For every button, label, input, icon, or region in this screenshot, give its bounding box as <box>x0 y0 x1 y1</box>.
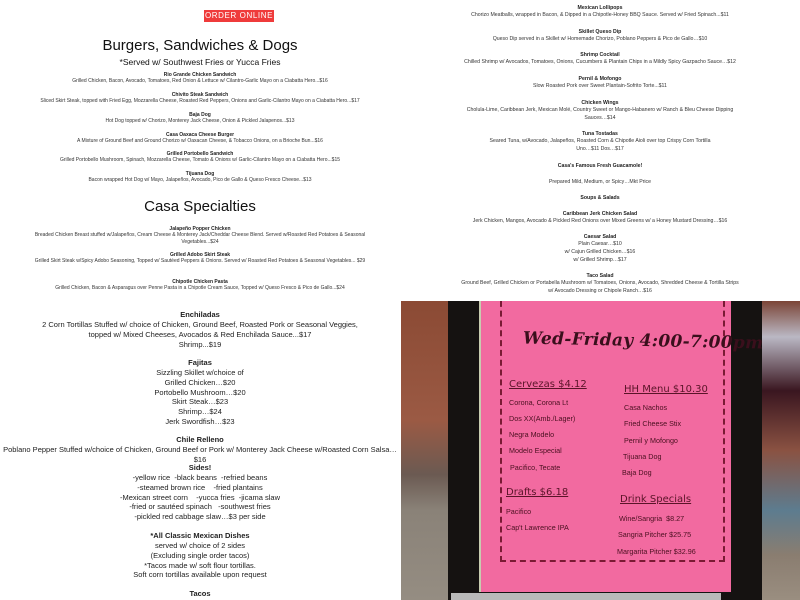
menu-item: Mexican Lollipops Chorizo Meatballs, wrapped in Bacon, & Dipped in a Chipotle-Honey BBQ Sauce. Served w/ Fried Spinach...$11 <box>471 5 729 18</box>
guacamole-price: Prepared Mild, Medium, or Spicy…Mkt Price <box>548 179 652 185</box>
fajitas-item: Fajitas Sizzling Skillet w/choice of Grilled Chicken…$20 Portobello Mushroom…$20 Skirt Steak…$23 Shrimp…$24 Jerk Swordfish…$23 <box>154 358 246 426</box>
order-online-button[interactable]: ORDER ONLINE <box>204 11 274 20</box>
menu-item: Rio Grande Chicken Sandwich Grilled Chicken, Bacon, Avocado, Tomatoes, Red Onion & Lettuce w/ Cilantro-Garlic Mayo on a Ciabatta Hero...$16 <box>72 72 328 84</box>
pink-sign-card: Wed-Friday 4:00-7:00pm Cervezas $4.12 Corona, Corona Lt Dos XX(Amb./Lager) Negra Modelo Modelo Especial Pacifico, Tecate HH Menu $10.30 Casa Nachos Fried Cheese Stix Pernil y Mofongo Tijuana Dog Baja Dog Drafts $6.18 Pacifico Cap't Lawrence IPA Drink Specials Wine/Sangria $8.27 Sangria Pitcher $25.75 Margarita Pitcher $32.96 <box>479 301 731 592</box>
chile-relleno-item: Chile Relleno Poblano Pepper Stuffed w/choice of Chicken, Ground Beef or Pork w/ Monterey Jack Cheese w/Roasted Corn Salsa…$16 <box>3 435 397 464</box>
sides-item: Sides! -yellow rice -black beans -refried beans -steamed brown rice -fried plantains -Mexican street corn -yucca fries -jicama slaw -fried or sautéed spinach -southwest fries -pickled red cabbage slaw…$3 per side <box>119 463 281 522</box>
menu-item: Chicken Wings Cholula-Lime, Caribbean Jerk, Mexican Molé, Country Sweet or Mango-Habanero w/ Ranch & Bleu Cheese Dipping Sauces…$14 <box>466 100 734 121</box>
happy-hour-title: Wed-Friday 4:00-7:00pm <box>522 328 764 354</box>
menu-item: Chivito Steak Sandwich Sliced Skirt Steak, topped with Fried Egg, Mozzarella Cheese, Roasted Red Peppers, Onions and Garlic-Cilantro Mayo on a Ciabatta Hero...$17 <box>40 92 360 104</box>
menu-item: Taco Salad Ground Beef, Grilled Chicken or Portabella Mushroom w/ Tomatoes, Onions, Avocado, Shredded Cheese & Tortilla Strips w/ Avocado Dressing or Chipole Ranch…$16 <box>461 273 739 294</box>
menu-item: Pernil & Mofongo Slow Roasted Pork over Sweet Plantain-Sofrito Torte...$11 <box>533 76 667 89</box>
menu-item: Jalapeño Popper Chicken Breaded Chicken Breast stuffed w/Jalapeños, Cream Cheese & Monterey Jack/Cheddar Cheese Blend. Served w/Roasted Red Potatoes & Seasonal Vegetables...$24 <box>34 226 366 245</box>
enchiladas-item: Enchiladas 2 Corn Tortillas Stuffed w/ choice of Chicken, Ground Beef, Roasted Pork or Seasonal Veggies, topped w/ Mixed Cheeses, Avocados & Red Enchilada Sauce...$17 Shrimp...$19 <box>42 310 358 349</box>
photo-background <box>760 301 800 600</box>
menu-item: Chipotle Chicken Pasta Grilled Chicken, Bacon & Asparagus over Penne Pasta in a Chipotle Cream Sauce, Topped w/ Queso Fresco & Pico de Gallo...$24 <box>55 279 345 291</box>
burgers-title: Burgers, Sandwiches & Dogs <box>102 37 298 54</box>
tacos-item: Tacos <box>189 589 211 598</box>
menu-item: Grilled Portobello Sandwich Grilled Portobello Mushroom, Spinach, Mozzarella Cheese, Tomato & Onions w/ Garlic-Cilantro Mayo on a Ciabatta Hero...$15 <box>59 151 341 163</box>
right-menu-column <box>400 0 800 301</box>
hh-menu-heading: HH Menu $10.30 <box>624 384 708 395</box>
drink-specials-heading: Drink Specials <box>620 494 692 505</box>
drafts-heading: Drafts $6.18 <box>506 487 569 498</box>
cervezas-heading: Cervezas $4.12 <box>509 379 587 390</box>
happy-hour-sign-photo <box>401 301 800 600</box>
menu-item: Tuna Tostadas Seared Tuna, w/Avocado, Jalapeños, Roasted Corn & Chipotle Aioli over top Crispy Corn Tortilla Uno…$11 Dos…$17 <box>489 131 711 152</box>
menu-item: Baja Dog Hot Dog topped w/ Chorizo, Monterey Jack Cheese, Onion & Pickled Jalapenos...$13 <box>105 112 295 124</box>
menu-item: Caribbean Jerk Chicken Salad Jerk Chicken, Mangos, Avocado & Pickled Red Onions over Mixed Greens w/ a Honey Mustard Dressing…$16 <box>472 211 728 224</box>
menu-item: Tijuana Dog Bacon wrapped Hot Dog w/ Mayo, Jalapeños, Avocado, Pico de Gallo & Queso Fresco Cheese...$13 <box>88 171 312 183</box>
guacamole-item: Casa's Famous Fresh Guacamole! <box>557 163 643 169</box>
menu-item: Grilled Adobo Skirt Steak Grilled Skirt Steak w/Spicy Adobo Seasoning, Topped w/ Sautéed Peppers & Onions. Served w/ Roasted Red Potatoes & Seasonal Vegetables... $29 <box>34 252 366 264</box>
soups-salads-title: Soups & Salads <box>580 195 620 201</box>
menu-item: Shrimp Cocktail Chilled Shrimp w/ Avocados, Tomatoes, Onions, Cucumbers & Plantain Chips in a Mildly Spicy Gazpacho Sauce…$12 <box>464 52 736 65</box>
burgers-note: *Served w/ Southwest Fries or Yucca Fries <box>119 57 281 67</box>
menu-item: Casa Oaxaca Cheese Burger A Mixture of Ground Beef and Ground Chorizo w/ Oaxacan Cheese, & Tobacco Onions, on a Brioche Bun...$16 <box>77 132 323 144</box>
sign-stand-base <box>451 593 721 600</box>
menu-item: Skillet Queso Dip Queso Dip served in a Skillet w/ Homemade Chorizo, Poblano Peppers & Pico de Gallo…$10 <box>492 29 708 42</box>
specialties-title: Casa Specialties <box>144 198 256 215</box>
menu-item: Caesar Salad Plain Caesar…$10 w/ Cajun Grilled Chicken…$16 w/ Grilled Shrimp…$17 <box>564 234 636 263</box>
all-classic-note: *All Classic Mexican Dishes served w/ choice of 2 sides (Excluding single order tacos) *Tacos made w/ soft flour tortillas. Soft corn tortillas available upon request <box>133 531 267 580</box>
